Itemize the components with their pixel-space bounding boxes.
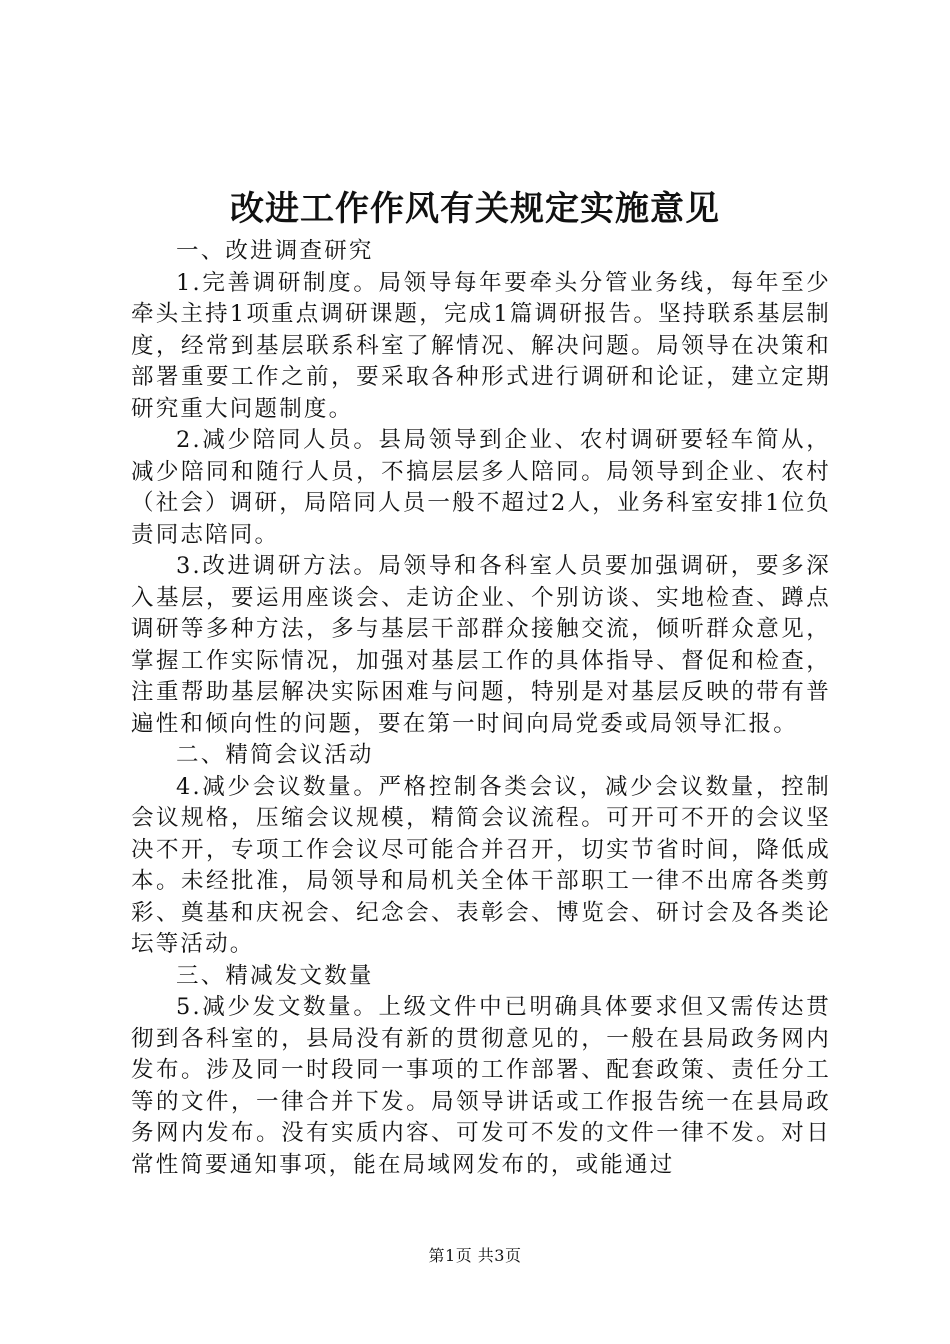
- paragraph-item-5: 5.减少发文数量。上级文件中已明确具体要求但又需传达贯彻到各科室的，县局没有新的贯彻意见的，一般在县局政务网内发布。涉及同一时段同一事项的工作部署、配套政策、责任分工等的文件，一律合并下发。局领导讲话或工作报告统一在县局政务网内发布。没有实质内容、可发可不发的文件一律不发。对日常性简要通知事项，能在局域网发布的，或能通过: [131, 994, 831, 1178]
- page-footer: 第1页 共3页: [428, 1246, 522, 1265]
- paragraph-item-4: 4.减少会议数量。严格控制各类会议，减少会议数量，控制会议规格，压缩会议规模，精简会议流程。可开可不开的会议坚决不开，专项工作会议尽可能合并召开，切实节省时间，降低成本。未经批准，局领导和局机关全体干部职工一律不出席各类剪彩、奠基和庆祝会、纪念会、表彰会、博览会、研讨会及各类论坛等活动。: [131, 773, 831, 957]
- section-heading-1: 一、改进调查研究: [176, 238, 374, 264]
- paragraph-item-3: 3.改进调研方法。局领导和各科室人员要加强调研，要多深入基层，要运用座谈会、走访企业、个别访谈、实地检查、蹲点调研等多种方法，多与基层干部群众接触交流，倾听群众意见，掌握工作实际情况，加强对基层工作的具体指导、督促和检查，注重帮助基层解决实际困难与问题，特别是对基层反映的带有普遍性和倾向性的问题，要在第一时间向局党委或局领导汇报。: [131, 553, 831, 737]
- section-heading-3: 三、精减发文数量: [176, 962, 374, 989]
- paragraph-item-2: 2.减少陪同人员。县局领导到企业、农村调研要轻车简从，减少陪同和随行人员，不搞层层多人陪同。局领导到企业、农村（社会）调研，局陪同人员一般不超过2人，业务科室安排1位负责同志陪同。: [131, 427, 831, 548]
- document-title: 改进工作作风有关规定实施意见: [230, 189, 720, 229]
- paragraph-item-1: 1.完善调研制度。局领导每年要牵头分管业务线，每年至少牵头主持1项重点调研课题，完成1篇调研报告。坚持联系基层制度，经常到基层联系科室了解情况、解决问题。局领导在决策和部署重要工作之前，要采取各种形式进行调研和论证，建立定期研究重大问题制度。: [131, 269, 831, 422]
- section-heading-2: 二、精简会议活动: [176, 742, 374, 768]
- document-body: [131, 236, 831, 1181]
